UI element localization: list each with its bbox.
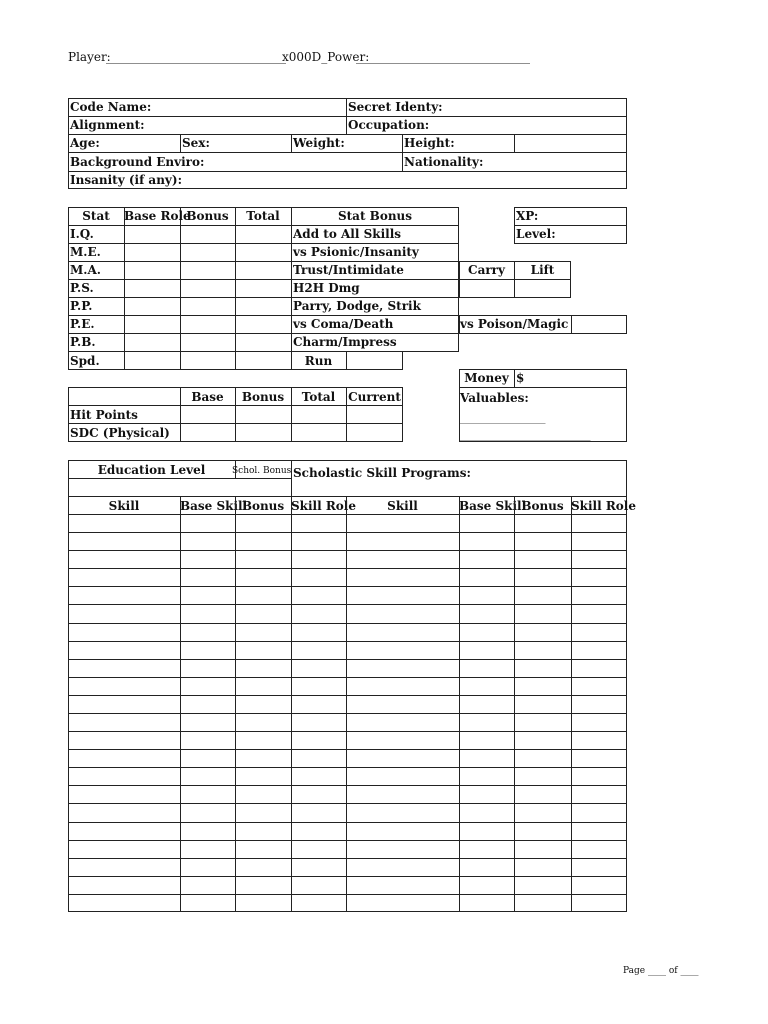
- skill-column-line: [235, 496, 236, 912]
- skill-row-line: [68, 731, 627, 732]
- stat-me: M.E.: [70, 245, 101, 259]
- stat-pe-bonus: vs Coma/Death: [293, 317, 394, 331]
- skill-row-line: [68, 713, 627, 714]
- stat-spd: Spd.: [70, 354, 100, 368]
- occupation-label: Occupation:: [348, 118, 430, 132]
- page-total-blank[interactable]: ____: [680, 966, 699, 976]
- height-label: Height:: [404, 136, 455, 150]
- page-footer: [623, 964, 698, 978]
- hp-base-header: Base: [191, 390, 224, 404]
- skill-row-line: [68, 767, 627, 768]
- stat-iq-bonus: Add to All Skills: [293, 227, 402, 241]
- bonus-header-1: Bonus: [241, 499, 285, 513]
- scholastic-programs-label: Scholastic Skill Programs:: [293, 466, 471, 480]
- page-number-blank[interactable]: ____: [647, 966, 666, 976]
- currency-symbol: $: [516, 371, 525, 385]
- age-label: Age:: [70, 136, 100, 150]
- power-label: x000D_Power:: [282, 50, 370, 64]
- stat-me-bonus: vs Psionic/Insanity: [293, 245, 419, 259]
- power-blank[interactable]: _____________________________: [356, 50, 530, 64]
- sex-label: Sex:: [182, 136, 210, 150]
- hp-bonus-header: Bonus: [241, 390, 285, 404]
- stat-iq: I.Q.: [70, 227, 94, 241]
- skill-column-line: [459, 496, 460, 912]
- skill-row-line: [68, 876, 627, 877]
- skill-row-line: [68, 785, 627, 786]
- skill-column-line: [291, 496, 292, 912]
- skill-row-line: [68, 749, 627, 750]
- base-skill-header-1: Base Skill: [180, 499, 248, 513]
- lift-label: Lift: [530, 263, 555, 277]
- skill-row-line: [68, 641, 627, 642]
- skill-row-line: [68, 858, 627, 859]
- skill-row-line: [68, 514, 627, 515]
- stat-ma: M.A.: [70, 263, 101, 277]
- bonus-header: Bonus: [186, 209, 229, 223]
- base-skill-header-2: Base Skill: [459, 499, 527, 513]
- skill-row-line: [68, 659, 627, 660]
- insanity-label: Insanity (if any):: [70, 173, 183, 187]
- base-role-header: Base Role: [124, 209, 191, 223]
- hp-total-header: Total: [301, 390, 336, 404]
- valuables-line-1[interactable]: ___________________: [460, 414, 546, 424]
- skill-row-line: [68, 695, 627, 696]
- skill-row-line: [68, 894, 627, 895]
- skill-row-line: [68, 677, 627, 678]
- skill-row-line: [68, 822, 627, 823]
- weight-label: Weight:: [293, 136, 345, 150]
- poison-label: vs Poison/Magic: [460, 317, 569, 331]
- bonus-header-2: Bonus: [521, 499, 564, 513]
- skills-table: [68, 460, 637, 912]
- carry-label: Carry: [468, 263, 505, 277]
- stat-header: Stat: [82, 209, 110, 223]
- skill-column-line: [346, 496, 347, 912]
- alignment-label: Alignment:: [70, 118, 145, 132]
- stat-pb: P.B.: [70, 335, 96, 349]
- skill-header-2: Skill: [387, 499, 418, 513]
- hp-current-header: Current: [348, 390, 401, 404]
- player-label: Player:: [68, 50, 111, 64]
- sdc-label: SDC (Physical): [70, 426, 170, 440]
- valuables-label: Valuables:: [460, 391, 529, 405]
- skill-row-line: [68, 568, 627, 569]
- stat-pe: P.E.: [70, 317, 95, 331]
- hit-points-label: Hit Points: [70, 408, 138, 422]
- skill-row-line: [68, 550, 627, 551]
- valuables-line-2[interactable]: _____________________________: [460, 431, 591, 441]
- stat-bonus-header: Stat Bonus: [337, 209, 413, 223]
- skill-row-line: [68, 840, 627, 841]
- stat-ps-bonus: H2H Dmg: [293, 281, 360, 295]
- skill-row-line: [68, 803, 627, 804]
- skill-row-line: [68, 586, 627, 587]
- skill-column-line: [514, 496, 515, 912]
- skill-role-header-2: Skill Role: [571, 499, 637, 513]
- skill-role-header-1: Skill Role: [291, 499, 357, 513]
- stat-ps: P.S.: [70, 281, 94, 295]
- level-label: Level:: [516, 227, 556, 241]
- nationality-label: Nationality:: [404, 155, 484, 169]
- secret-identity-label: Secret Identy:: [348, 100, 443, 114]
- money-label: Money: [464, 371, 509, 385]
- xp-label: XP:: [516, 209, 539, 223]
- total-header: Total: [246, 209, 280, 223]
- code-name-label: Code Name:: [70, 100, 152, 114]
- education-level-label: Education Level: [97, 463, 206, 477]
- skill-column-line: [180, 496, 181, 912]
- skill-row-line: [68, 623, 627, 624]
- page-label: Page: [623, 966, 646, 976]
- skill-header-1: Skill: [108, 499, 140, 513]
- player-blank[interactable]: ______________________________: [106, 50, 286, 64]
- skill-column-line: [571, 496, 572, 912]
- stat-pp-bonus: Parry, Dodge, Strik: [293, 299, 421, 313]
- background-label: Background Enviro:: [70, 155, 205, 169]
- skill-row-line: [68, 604, 627, 605]
- stat-pb-bonus: Charm/Impress: [293, 335, 397, 349]
- stat-ma-bonus: Trust/Intimidate: [293, 263, 404, 277]
- stat-pp: P.P.: [70, 299, 93, 313]
- stat-spd-bonus: Run: [304, 354, 333, 368]
- schol-bonus-label: Schol. Bonus: [232, 466, 292, 476]
- skill-row-line: [68, 532, 627, 533]
- of-label: of: [668, 966, 678, 976]
